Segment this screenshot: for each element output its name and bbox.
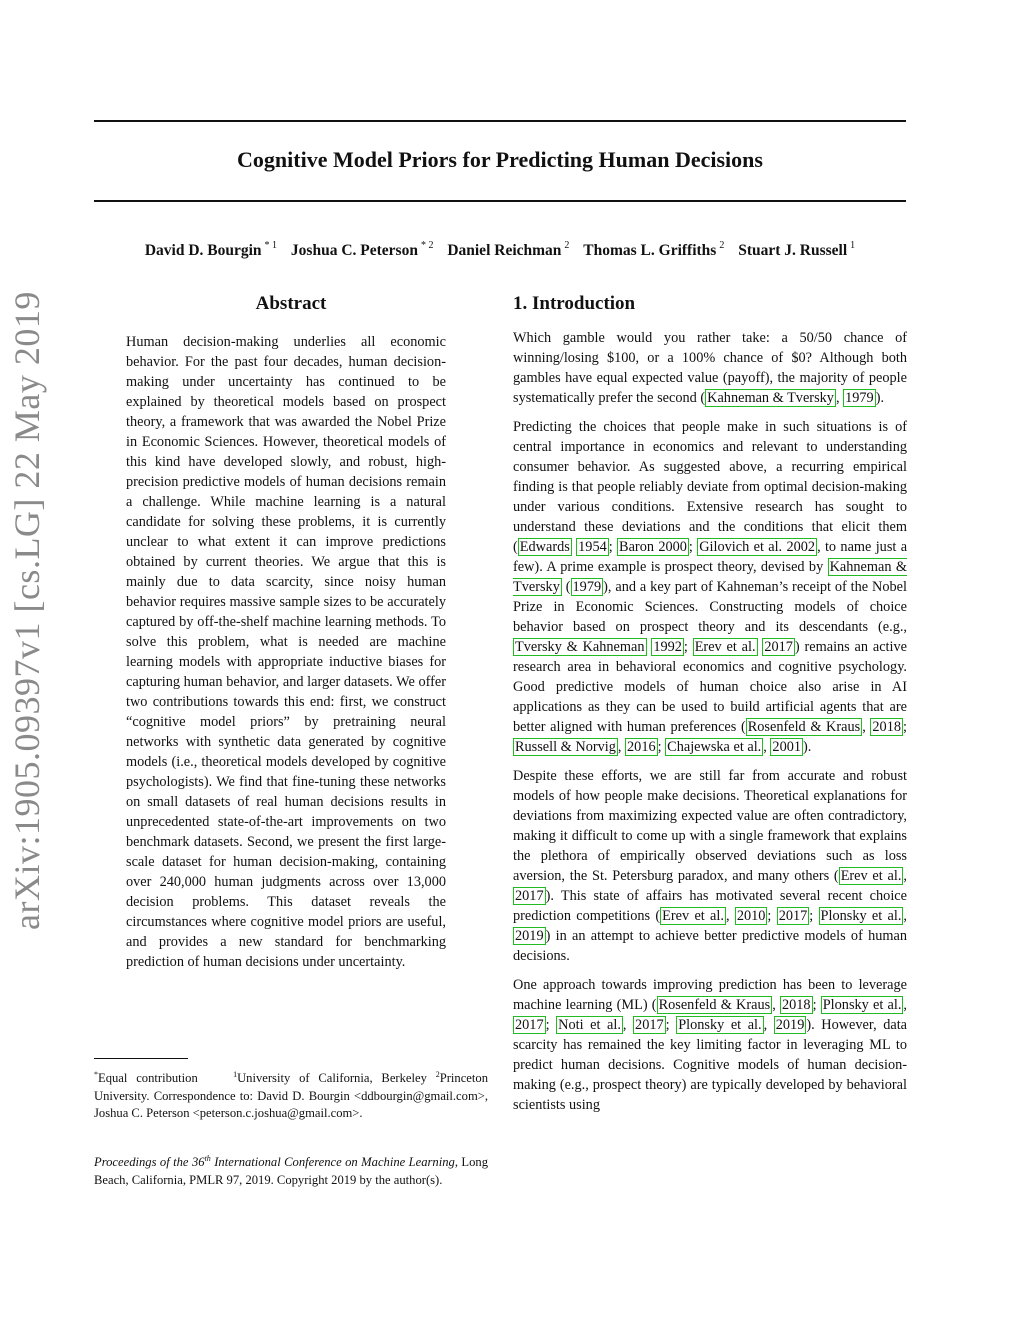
citation-link[interactable]: Rosenfeld & Kraus [658,997,771,1013]
citation-link[interactable]: Gilovich et al. 2002 [699,539,816,555]
citation-link[interactable]: 1954 [578,539,607,555]
citation-link[interactable]: 2017 [764,639,793,655]
citation-link[interactable]: 2019 [515,928,544,944]
paper-title: Cognitive Model Priors for Predicting Human Decisions [237,147,763,172]
citation-link[interactable]: Baron 2000 [619,539,687,555]
abstract-body: Human decision-making underlies all economic behavior. For the past four decades, human decision-making under uncertainty has continued to be explained by theoretical models based on prospect theory, a framework that was awarded the Nobel Prize in Economic Sciences. However, theoretical models of this kind have developed slowly, and robust, high-precision predictive models of human decisions remain a challenge. While machine learning is a natural candidate for solving these problems, it is currently unclear to what extent it can improve predictions obtained by current theories. We argue that this is mainly due to data scarcity, since noisy human behavior requires massive sample sizes to be accurately captured by off-the-shelf machine learning methods. To solve this problem, what is needed are machine learning models with appropriate inductive biases for capturing human behavior, and larger datasets. We offer two contributions towards this end: first, we construct “cognitive model priors” by pretraining neural networks with synthetic data generated by cognitive models (i.e., theoretical models developed by cognitive psychologists). We find that fine-tuning these networks on small datasets of real human decisions results in unprecedented state-of-the-art improvements on two benchmark datasets. Second, we present the first large-scale dataset for human decision-making, containing over 240,000 human judgments across over 13,000 decision problems. This dataset reveals the circumstances where cognitive model priors are useful, and provides a new standard for benchmarking prediction of human decisions under uncertainty. [126,334,446,970]
arxiv-identifier: arXiv:1905.09397v1 [cs.LG] 22 May 2019 [7,291,47,930]
citation-link[interactable]: 2018 [872,719,901,735]
title-bottom-rule [94,200,906,202]
proceedings-note: Proceedings of the 36th International Conference on Machine Learning, Long Beach, California, PMLR 97, 2019. Copyright 2019 by the author(s). [94,1154,488,1187]
introduction-heading: 1. Introduction [513,293,636,314]
citation-link[interactable]: Edwards [519,539,570,555]
citation-link[interactable]: 1979 [845,390,874,406]
citation-link[interactable]: Russell & Norvig [515,739,616,755]
citation-link[interactable]: 2017 [778,908,808,924]
citation-link[interactable]: Noti et al. [558,1017,621,1033]
author: Thomas L. Griffiths $^2$ [583,240,725,259]
citation-link[interactable]: Plonsky et al. [678,1017,762,1033]
citation-link[interactable]: Rosenfeld & Kraus [747,719,861,735]
citation-link[interactable]: 2018 [781,997,811,1013]
citation-link[interactable]: 2010 [736,908,766,924]
affiliations-footnote: *Equal contribution $^1$University of California, Berkeley $^2$Princeton University. Correspondence to: David D. Bourgin <ddbourgin@gmail.com>, Joshua C. Peterson <peterson.c.joshua@gmail.com>. [94,1070,488,1120]
intro-paragraph: Which gamble would you rather take: a 50/50 chance of winning/losing $100, or a 100% chance of $0? Although both gambles have equal expected value (payoff), the majority of people systematically prefer the second ( Kahneman & Tversky , 1979 ). [513,330,907,406]
citation-link[interactable]: 2017 [515,1017,544,1033]
citation-link[interactable]: Erev et al. [840,868,902,884]
left-column [94,288,488,972]
intro-paragraph: Predicting the choices that people make in such situations is of central importance in economics and relevant to understanding consumer behavior. As suggested above, a recurring empirical finding is that people reliably deviate from optimal decision-making under various conditions. Extensive research has sought to understand these deviations and the conditions that elicit them ( Edwards 1954 ; Baron 2000 ; Gilovich et al. 2002 , to name just a few). A prime example is prospect theory, devised by Kahneman & Tversky ( 1979 ), and a key part of Kahneman’s receipt of the Nobel Prize in Economic Sciences. Constructing models of choice behavior based on prospect theory and its descendants (e.g., Tversky & Kahneman 1992 ; Erev et al. 2017 ) remains an active research area in behavioral economics and cognitive psychology. Good predictive models of human choice also arise in AI applications as they can be used to build artificial agents that are better aligned with human preferences ( Rosenfeld & Kraus , 2018 ; Russell & Norvig , 2016 ; Chajewska et al. , 2001 ). [513,419,908,755]
citation-link[interactable]: Plonsky et al. [822,997,902,1013]
citation-link[interactable]: 2016 [627,739,656,755]
citation-link[interactable]: 2017 [515,888,544,904]
citation-link[interactable]: Erev et al. [662,908,724,924]
citation-link[interactable]: 2017 [635,1017,664,1033]
author: Daniel Reichman $^2$ [447,240,570,259]
intro-paragraph: One approach towards improving prediction has been to leverage machine learning (ML) ( Rosenfeld & Kraus , 2018 ; Plonsky et al. , 2017 ; Noti et al. , 2017 ; Plonsky et al. , 2019 ). However, data scarcity has remained the key limiting factor in leveraging ML to predict human decisions. Cognitive models of human decision-making (e.g., prospect theory) are typically developed by behavioral scientists using [513,977,908,1113]
citation-link[interactable]: 1992 [653,639,682,655]
citation-link[interactable]: Kahneman & Tversky [707,390,834,406]
title-top-rule [94,120,906,122]
intro-paragraph: Despite these efforts, we are still far from accurate and robust models of how people make decisions. Theoretical explanations for deviations from maximizing expected value are often contradictory, making it difficult to come up with a single framework that explains the plethora of empirically observed deviations such as loss aversion, the St. Petersburg paradox, and many others ( Erev et al. , 2017 ). This state of affairs has motivated several recent choice prediction competitions ( Erev et al. , 2010 ; 2017 ; Plonsky et al. , 2019 ) in an attempt to achieve better predictive models of human decisions. [513,768,907,964]
author: Stuart J. Russell $^1$ [738,240,856,259]
citation-link[interactable]: 2001 [772,739,802,755]
citation-link[interactable]: 1979 [572,579,602,595]
introduction-body [513,328,907,1115]
abstract-heading: Abstract [255,293,327,314]
citation-link[interactable]: Erev et al. [694,639,756,655]
author: David D. Bourgin $^{* 1}$ [144,240,278,259]
citation-link[interactable]: Kahneman & Tversky [513,559,907,595]
footnote-rule [94,1058,188,1059]
author: Joshua C. Peterson $^{* 2}$ [290,240,434,259]
citation-link[interactable]: 2019 [775,1017,805,1033]
right-column [513,288,907,1124]
author-list [94,235,906,262]
citation-link[interactable]: Tversky & Kahneman [515,639,645,655]
citation-link[interactable]: Chajewska et al. [667,739,762,755]
citation-link[interactable]: Plonsky et al. [820,908,902,924]
